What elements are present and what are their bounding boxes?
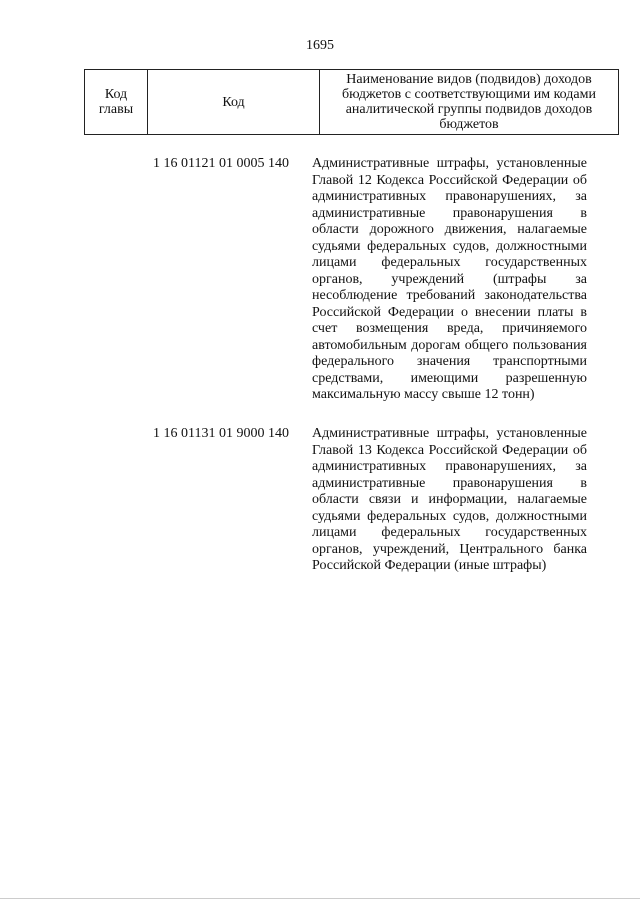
column-header-table	[84, 69, 619, 135]
page-bottom-edge	[0, 898, 640, 899]
header-chapter-code: Код главы	[85, 70, 148, 135]
entry-code: 1 16 01131 01 9000 140	[153, 426, 289, 441]
header-code: Код	[148, 70, 320, 135]
entry-code: 1 16 01121 01 0005 140	[153, 156, 289, 171]
entry-description: Административные штрафы, установленные Главой 13 Кодекса Российской Федерации об административных правонарушениях, за административные правонарушения в области связи и информации, налагаемые судьями федеральных судов, должностными лицами федеральных государственных органов, учреждений, Центрального банка Российской Федерации (иные штрафы)	[312, 426, 587, 573]
page-number: 1695	[306, 38, 334, 53]
header-name: Наименование видов (подвидов) доходов бюджетов с соответствующими им кодами аналитической группы подвидов доходов бюджетов	[320, 70, 619, 135]
entry-description: Административные штрафы, установленные Главой 12 Кодекса Российской Федерации об административных правонарушениях, за административные правонарушения в области дорожного движения, налагаемые судьями федеральных судов, должностными лицами федеральных государственных органов, учреждений (штрафы за несоблюдение требований законодательства Российской Федерации о внесении платы в счет возмещения вреда, причиняемого автомобильным дорогам общего пользования федерального значения транспортными средствами, имеющими разрешенную максимальную массу свыше 12 тонн)	[312, 156, 587, 402]
column-header-row	[85, 70, 619, 135]
